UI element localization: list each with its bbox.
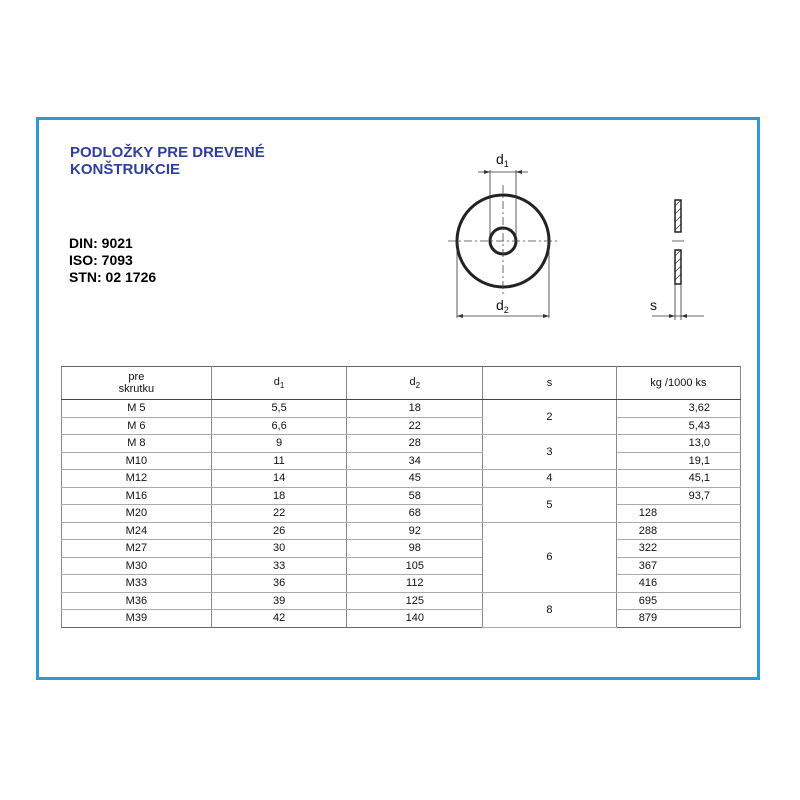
- cell-screw: M27: [62, 540, 212, 558]
- cell-d1: 18: [211, 487, 347, 505]
- header-pre: pre: [128, 371, 145, 383]
- cell-screw: M36: [62, 592, 212, 610]
- table-row: [62, 487, 741, 505]
- washer-spec-table: [61, 366, 741, 628]
- cell-d1: 33: [211, 557, 347, 575]
- header-pre-skrutku: [62, 367, 212, 400]
- label-d2: $d_2$: [496, 297, 509, 315]
- document-frame: [36, 117, 760, 680]
- cell-d1: 36: [211, 575, 347, 593]
- title-line-2: KONŠTRUKCIE: [70, 161, 181, 178]
- cell-d2: 140: [347, 610, 483, 628]
- cell-d2: 98: [347, 540, 483, 558]
- table-row: [62, 400, 741, 418]
- title-line-1: PODLOŽKY PRE DREVENÉ: [70, 144, 265, 161]
- cell-kg: 416: [616, 575, 740, 593]
- label-s: s: [650, 297, 657, 313]
- cell-s-group: 5: [483, 487, 617, 522]
- cell-s-group: 2: [483, 400, 617, 435]
- cell-screw: M12: [62, 470, 212, 488]
- cell-d1: 39: [211, 592, 347, 610]
- cell-s-group: 4: [483, 470, 617, 488]
- cell-screw: M 8: [62, 435, 212, 453]
- label-d1: $d_1$: [496, 151, 509, 169]
- cell-screw: M 6: [62, 417, 212, 435]
- cell-d1: 30: [211, 540, 347, 558]
- standard-stn: STN: 02 1726: [69, 269, 157, 285]
- cell-screw: M33: [62, 575, 212, 593]
- cell-d2: 92: [347, 522, 483, 540]
- cell-kg: 5,43: [616, 417, 740, 435]
- cell-screw: M30: [62, 557, 212, 575]
- cell-s-group: 6: [483, 522, 617, 592]
- cell-kg: 128: [616, 505, 740, 523]
- cell-kg: 367: [616, 557, 740, 575]
- cell-kg: 19,1: [616, 452, 740, 470]
- table-header-row: [62, 367, 741, 400]
- cell-kg: 322: [616, 540, 740, 558]
- cell-d1: 26: [211, 522, 347, 540]
- cell-kg: 93,7: [616, 487, 740, 505]
- table-row: [62, 505, 741, 523]
- cell-kg: 3,62: [616, 400, 740, 418]
- table-row: [62, 452, 741, 470]
- header-kg: kg /1000 ks: [616, 367, 740, 400]
- cell-d1: 42: [211, 610, 347, 628]
- table-row: [62, 470, 741, 488]
- standards-block: [69, 235, 156, 286]
- washer-side-view: [652, 200, 704, 320]
- cell-d2: 45: [347, 470, 483, 488]
- cell-d1: 22: [211, 505, 347, 523]
- header-s: s: [483, 367, 617, 400]
- table-row: [62, 592, 741, 610]
- cell-d2: 105: [347, 557, 483, 575]
- header-d2: $d_2$: [347, 367, 483, 400]
- cell-d1: 11: [211, 452, 347, 470]
- cell-d1: 5,5: [211, 400, 347, 418]
- cell-kg: 879: [616, 610, 740, 628]
- cell-d2: 34: [347, 452, 483, 470]
- table-row: [62, 435, 741, 453]
- cell-d2: 125: [347, 592, 483, 610]
- cell-d2: 22: [347, 417, 483, 435]
- table-row: [62, 557, 741, 575]
- cell-s-group: 8: [483, 592, 617, 627]
- cell-d1: 9: [211, 435, 347, 453]
- header-d1: $d_1$: [211, 367, 347, 400]
- cell-screw: M16: [62, 487, 212, 505]
- cell-kg: 45,1: [616, 470, 740, 488]
- table-row: [62, 610, 741, 628]
- cell-screw: M24: [62, 522, 212, 540]
- cell-kg: 13,0: [616, 435, 740, 453]
- standard-din: DIN: 9021: [69, 235, 133, 251]
- standard-iso: ISO: 7093: [69, 252, 133, 268]
- cell-d2: 58: [347, 487, 483, 505]
- cell-screw: M39: [62, 610, 212, 628]
- cell-s-group: 3: [483, 435, 617, 470]
- table-row: [62, 417, 741, 435]
- cell-d1: 6,6: [211, 417, 347, 435]
- cell-screw: M 5: [62, 400, 212, 418]
- table-row: [62, 522, 741, 540]
- cell-d1: 14: [211, 470, 347, 488]
- cell-d2: 28: [347, 435, 483, 453]
- table-row: [62, 575, 741, 593]
- header-skrutku: skrutku: [118, 383, 155, 395]
- washer-drawing: [434, 140, 734, 330]
- cell-screw: M20: [62, 505, 212, 523]
- washer-front-view: [448, 170, 558, 318]
- page-title: [70, 144, 265, 178]
- cell-d2: 68: [347, 505, 483, 523]
- table-row: [62, 540, 741, 558]
- cell-screw: M10: [62, 452, 212, 470]
- cell-d2: 18: [347, 400, 483, 418]
- cell-d2: 112: [347, 575, 483, 593]
- cell-kg: 695: [616, 592, 740, 610]
- cell-kg: 288: [616, 522, 740, 540]
